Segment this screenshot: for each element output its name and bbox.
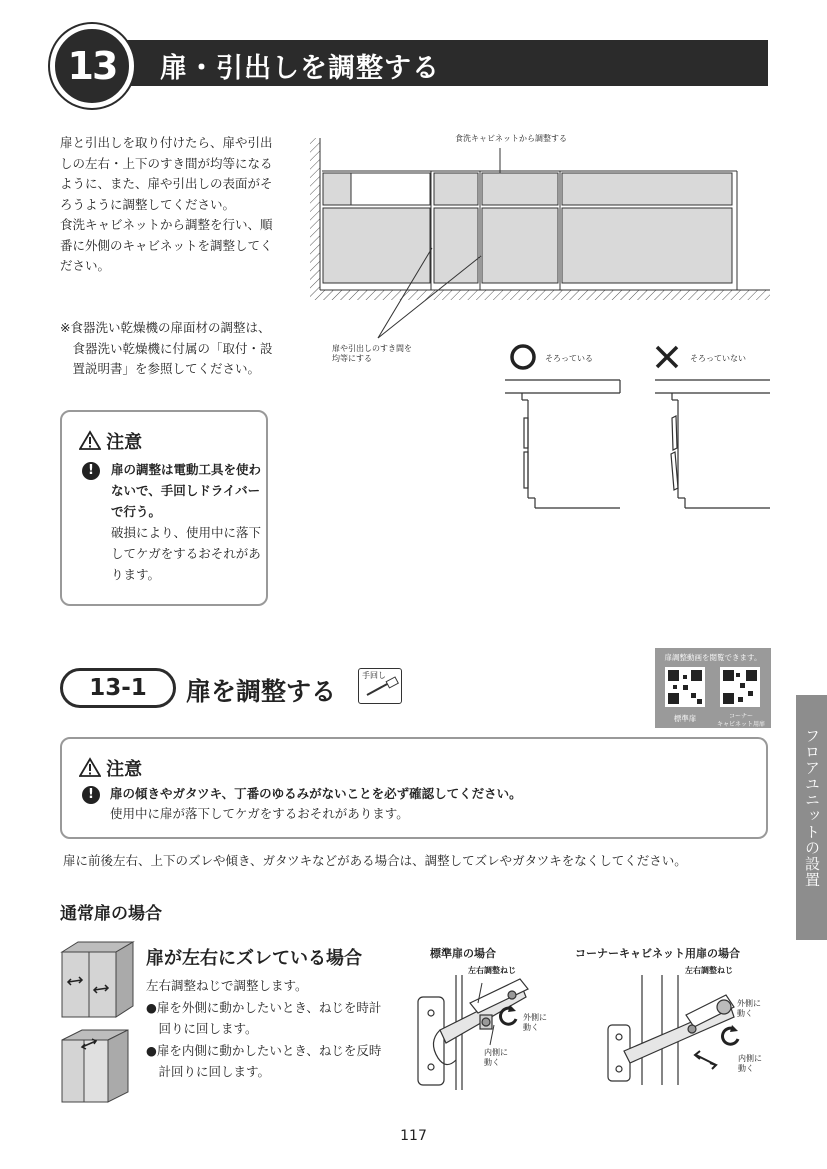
hinge-corner-title: コーナーキャビネット用扉の場合 xyxy=(575,947,740,960)
adjust-intro: 扉に前後左右、上下のズレや傾き、ガタツキなどがある場合は、調整してズレやガタツキをなくしてください。 xyxy=(63,853,687,868)
qr-label-corner: コーナー xyxy=(728,713,753,720)
subsection-number: 13-1 xyxy=(60,668,176,708)
hinge-out-label: 外側に xyxy=(737,999,761,1008)
hinge-out-label: 動く xyxy=(737,1009,753,1018)
subsection-title: 扉を調整する xyxy=(186,677,337,706)
figure-label-top: 食洗キャビネットから調整する xyxy=(455,134,567,143)
hinge-out-label: 外側に xyxy=(523,1013,547,1022)
caution-bold-text: 扉の調整は電動工具を使わないで、手回しドライバーで行う。 xyxy=(111,462,262,519)
intro-paragraph: 食洗キャビネットから調整を行い、順番に外側のキャビネットを調整してください。 xyxy=(60,217,273,273)
caution-heading xyxy=(79,428,142,454)
qr-label-corner: キャビネット用扉 xyxy=(716,721,765,728)
hinge-standard-title: 標準扉の場合 xyxy=(430,947,496,960)
instruction-bullet: ●扉を外側に動かしたいとき、ねじを時計回りに回します。 xyxy=(146,999,382,1036)
section-title: 扉・引出しを調整する xyxy=(160,53,440,84)
tool-label: 手回し xyxy=(362,671,386,680)
caution-body xyxy=(111,459,261,585)
corner-hinge-diagram xyxy=(600,975,740,1085)
cabinet-diagram xyxy=(300,128,770,528)
figure-label-gap: 扉や引出しのすき間を xyxy=(332,344,412,353)
exclamation-icon: ! xyxy=(82,462,100,480)
note-text: ※食器洗い乾燥機の扉面材の調整は、食器洗い乾燥機に付属の「取付・設置説明書」を参照してください。 xyxy=(60,320,273,376)
page-number: 117 xyxy=(400,1128,427,1144)
warning-triangle-icon xyxy=(79,757,101,777)
side-tab-label: フロアユニットの設置 xyxy=(803,728,821,888)
hinge-screw-label: 左右調整ねじ xyxy=(468,966,516,975)
qr-label-standard: 標準扉 xyxy=(673,714,697,723)
hinge-in-label: 内側に xyxy=(484,1048,508,1057)
exclamation-icon: ! xyxy=(82,786,100,804)
intro-text xyxy=(60,133,275,277)
qr-header: 扉調整動画を閲覧できます。 xyxy=(664,653,762,662)
caution-bold-text: 扉の傾きやガタツキ、丁番のゆるみがないことを必ず確認してください。 xyxy=(110,786,522,801)
intro-paragraph: 扉と引出しを取り付けたら、扉や引出しの左右・上下のすき間が均等になるように、また、扉や引出しの表面がそろうように調整してください。 xyxy=(60,135,273,212)
warning-triangle-icon xyxy=(79,430,101,450)
instruction-text: 左右調整ねじで調整します。 xyxy=(146,978,308,993)
cross-ng-icon xyxy=(657,347,677,367)
qr-code-corner[interactable] xyxy=(720,667,760,707)
ok-label: そろっている xyxy=(545,354,593,363)
instruction-bullet: ●扉を内側に動かしたいとき、ねじを反時計回りに回します。 xyxy=(146,1042,382,1079)
normal-door-subheading: 扉が左右にズレている場合 xyxy=(146,948,362,969)
caution-text: 破損により、使用中に落下してケガをするおそれがあります。 xyxy=(111,525,262,582)
caution-heading xyxy=(79,755,142,781)
section-number: 13 xyxy=(67,44,117,88)
hinge-in-label: 動く xyxy=(738,1064,754,1073)
caution-title: 注意 xyxy=(106,759,143,780)
qr-code-standard[interactable] xyxy=(665,667,705,707)
hinge-in-label: 内側に xyxy=(738,1054,762,1063)
circle-ok-icon xyxy=(512,346,534,368)
figure-label-gap: 均等にする xyxy=(332,354,372,363)
hinge-in-label: 動く xyxy=(484,1058,500,1067)
caution-title: 注意 xyxy=(106,432,143,453)
normal-door-heading: 通常扉の場合 xyxy=(60,904,162,924)
normal-door-instructions xyxy=(146,975,386,1083)
hinge-out-label: 動く xyxy=(523,1023,539,1032)
hinge-screw-label: 左右調整ねじ xyxy=(685,966,733,975)
ng-label: そろっていない xyxy=(690,354,746,363)
standard-hinge-diagram xyxy=(410,975,535,1090)
door-direction-illustration xyxy=(58,940,136,1110)
caution-text: 使用中に扉が落下してケガをするおそれがあります。 xyxy=(110,806,409,821)
